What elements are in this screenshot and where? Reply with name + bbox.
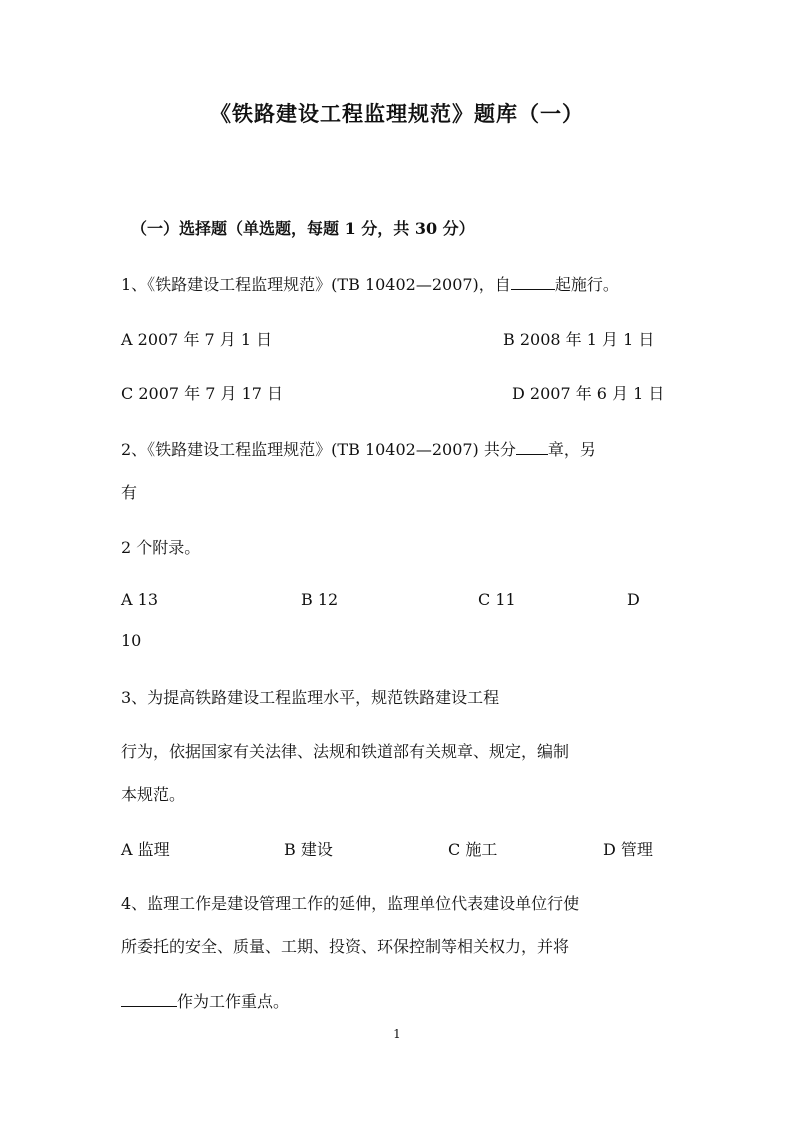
question-3-option-d: D 管理 (603, 840, 653, 859)
answer-blank (516, 440, 548, 455)
question-1-option-d: D 2007 年 6 月 1 日 (512, 384, 665, 403)
question-1-stem (121, 272, 619, 295)
question-3-option-b: B 建设 (284, 840, 333, 859)
question-2-option-d-label: D (627, 590, 640, 609)
question-3-stem-line-2: 行为，依据国家有关法律、法规和铁道部有关规章、规定，编制 (121, 742, 570, 761)
answer-blank (121, 992, 177, 1007)
section-heading: （一）选择题（单选题，每题 1 分，共 30 分） (131, 219, 475, 238)
question-3-stem-line-3: 本规范。 (121, 785, 186, 804)
page-number: 1 (393, 1027, 401, 1041)
question-4-stem-line-3 (121, 989, 289, 1012)
document-title: 《铁路建设工程监理规范》题库（一） (210, 101, 584, 126)
question-2-stem (121, 437, 596, 460)
question-2-stem-after: 章，另 (547, 440, 596, 459)
question-3-option-a: A 监理 (121, 840, 170, 859)
question-3-stem-line-1: 3、为提高铁路建设工程监理水平，规范铁路建设工程 (121, 688, 500, 707)
question-4-stem-line-1: 4、监理工作是建设管理工作的延伸，监理单位代表建设单位行使 (121, 894, 580, 913)
question-4-stem-line-2: 所委托的安全、质量、工期、投资、环保控制等相关权力，并将 (121, 937, 570, 956)
question-1-stem-after: 起施行。 (554, 275, 619, 294)
question-1-option-b: B 2008 年 1 月 1 日 (503, 330, 655, 349)
question-1-option-c: C 2007 年 7 月 17 日 (121, 384, 284, 403)
question-2-stem-line-2: 有 (121, 483, 138, 502)
question-2-stem-line-3: 2 个附录。 (121, 538, 201, 557)
question-4-stem-line-3-after: 作为工作重点。 (177, 992, 290, 1011)
question-2-option-d-value: 10 (121, 631, 142, 650)
answer-blank (511, 275, 555, 290)
question-3-option-c: C 施工 (448, 840, 498, 859)
question-2-option-a: A 13 (121, 590, 158, 609)
question-2-option-b: B 12 (301, 590, 339, 609)
question-2-stem-before: 2、《铁路建设工程监理规范》(TB 10402—2007) 共分 (121, 440, 516, 459)
question-1-stem-before: 1、《铁路建设工程监理规范》(TB 10402—2007)，自 (121, 275, 511, 294)
question-1-option-a: A 2007 年 7 月 1 日 (121, 330, 273, 349)
question-2-option-c: C 11 (478, 590, 516, 609)
